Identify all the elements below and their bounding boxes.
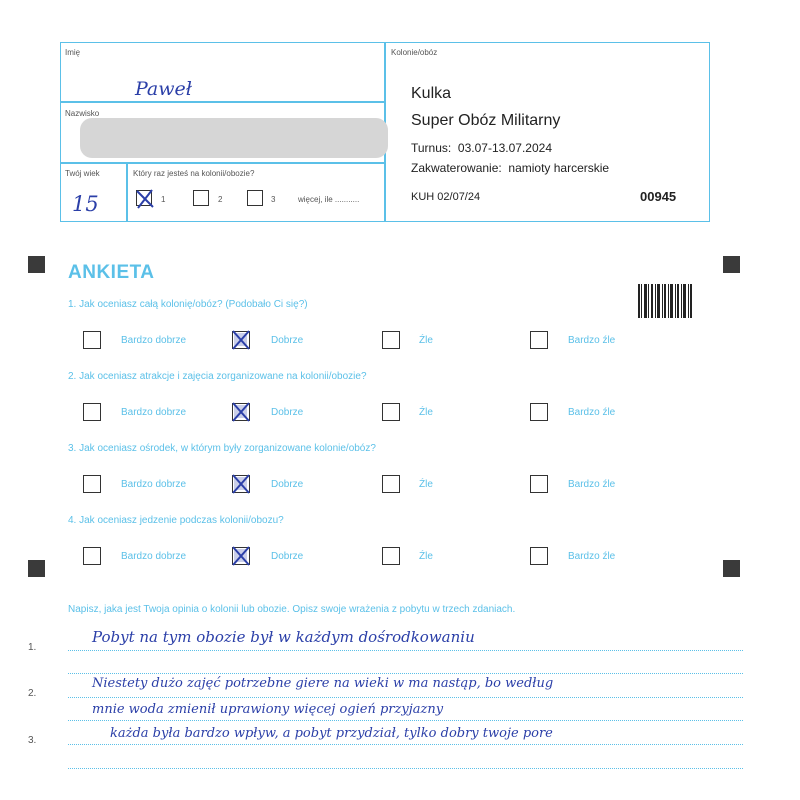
question-4-checkbox-2[interactable] xyxy=(232,547,250,565)
question-3-checkbox-4[interactable] xyxy=(530,475,548,493)
times-option-3: 3 xyxy=(271,195,276,204)
question-2: 2. Jak oceniasz atrakcje i zajęcia zorganizowane na kolonii/obozie? xyxy=(68,371,367,382)
question-3-checkbox-3[interactable] xyxy=(382,475,400,493)
question-3-option-label: Dobrze xyxy=(271,479,304,490)
name-label: Imię xyxy=(65,48,81,57)
registration-marker xyxy=(28,256,45,273)
question-1-option-label: Dobrze xyxy=(271,335,304,346)
question-1-checkbox-4[interactable] xyxy=(530,331,548,349)
turnus-value: 03.07-13.07.2024 xyxy=(457,141,553,155)
question-1-checkbox-2[interactable] xyxy=(232,331,250,349)
camp-title: Super Obóz Militarny xyxy=(411,112,561,129)
question-4-option-label: Dobrze xyxy=(271,551,304,562)
opinion-line-4: każda była bardzo wpływ, a pobyt przydział, tylko dobry twoje pore xyxy=(110,726,553,741)
cross-mark-icon xyxy=(230,328,252,352)
accommodation-label: Zakwaterowanie: xyxy=(411,161,502,175)
question-4-checkbox-4[interactable] xyxy=(530,547,548,565)
accommodation-row xyxy=(411,161,609,175)
question-2-option-label: Źle xyxy=(419,407,433,418)
surname-label: Nazwisko xyxy=(65,109,100,118)
surname-redaction xyxy=(80,118,388,158)
accommodation-value: namioty harcerskie xyxy=(508,161,610,175)
question-1-checkbox-1[interactable] xyxy=(83,331,101,349)
registration-marker xyxy=(28,560,45,577)
camp-name: Kulka xyxy=(411,85,452,102)
question-4-checkbox-1[interactable] xyxy=(83,547,101,565)
question-2-option-label: Bardzo źle xyxy=(568,407,616,418)
question-3-option-label: Bardzo źle xyxy=(568,479,616,490)
header-divider-surname xyxy=(60,162,385,164)
cross-mark-icon xyxy=(230,544,252,568)
age-label: Twój wiek xyxy=(65,169,100,178)
line-number-1: 1. xyxy=(28,642,37,653)
opinion-line-2: Niestety dużo zajęć potrzebne giere na wieki w ma nastąp, bo według xyxy=(92,676,554,691)
writing-line xyxy=(68,673,743,674)
opinion-line-3: mnie woda zmienił uprawiony więcej ogień przyjazny xyxy=(92,702,444,717)
opinion-prompt: Napisz, jaka jest Twoja opinia o kolonii lub obozie. Opisz swoje wrażenia z pobytu w trzech zdaniach. xyxy=(68,604,516,615)
writing-line xyxy=(68,697,743,698)
question-2-checkbox-2[interactable] xyxy=(232,403,250,421)
question-1-option-label: Bardzo dobrze xyxy=(121,335,187,346)
cross-mark-icon xyxy=(230,400,252,424)
opinion-line-1: Pobyt na tym obozie był w każdym dośrodkowaniu xyxy=(92,628,475,646)
cross-mark-icon xyxy=(134,187,156,211)
question-4-checkbox-3[interactable] xyxy=(382,547,400,565)
question-2-checkbox-1[interactable] xyxy=(83,403,101,421)
age-value: 15 xyxy=(72,192,99,216)
times-checkbox-2[interactable] xyxy=(193,190,209,206)
question-3-checkbox-2[interactable] xyxy=(232,475,250,493)
question-3-checkbox-1[interactable] xyxy=(83,475,101,493)
times-option-more: więcej, ile ........... xyxy=(298,195,360,204)
question-1-option-label: Źle xyxy=(419,335,433,346)
times-label: Który raz jesteś na kolonii/obozie? xyxy=(133,169,255,178)
camp-code: KUH 02/07/24 xyxy=(411,191,481,203)
question-4: 4. Jak oceniasz jedzenie podczas kolonii/obozu? xyxy=(68,515,284,526)
question-2-option-label: Bardzo dobrze xyxy=(121,407,187,418)
question-4-option-label: Bardzo źle xyxy=(568,551,616,562)
times-checkbox-3[interactable] xyxy=(247,190,263,206)
name-value: Paweł xyxy=(135,78,192,100)
question-3-option-label: Źle xyxy=(419,479,433,490)
question-2-checkbox-3[interactable] xyxy=(382,403,400,421)
turnus-row xyxy=(411,141,552,155)
form-number: 00945 xyxy=(640,189,677,204)
line-number-2: 2. xyxy=(28,688,37,699)
times-option-1: 1 xyxy=(161,195,166,204)
question-4-option-label: Bardzo dobrze xyxy=(121,551,187,562)
line-number-3: 3. xyxy=(28,735,37,746)
registration-marker xyxy=(723,560,740,577)
question-2-checkbox-4[interactable] xyxy=(530,403,548,421)
question-2-option-label: Dobrze xyxy=(271,407,304,418)
question-3: 3. Jak oceniasz ośrodek, w którym były zorganizowane kolonie/obóz? xyxy=(68,443,376,454)
turnus-label: Turnus: xyxy=(411,141,452,155)
question-1-option-label: Bardzo źle xyxy=(568,335,616,346)
writing-line xyxy=(68,768,743,769)
barcode-icon xyxy=(638,284,692,318)
question-1-checkbox-3[interactable] xyxy=(382,331,400,349)
times-checkbox-1[interactable] xyxy=(136,190,152,206)
writing-line xyxy=(68,744,743,745)
survey-title: ANKIETA xyxy=(68,262,155,283)
registration-marker xyxy=(723,256,740,273)
question-1: 1. Jak oceniasz całą kolonię/obóz? (Podobało Ci się?) xyxy=(68,299,308,310)
question-4-option-label: Źle xyxy=(419,551,433,562)
times-option-2: 2 xyxy=(218,195,223,204)
camp-label: Kolonie/obóz xyxy=(391,48,438,57)
header-divider-age xyxy=(126,162,128,222)
writing-line xyxy=(68,650,743,651)
cross-mark-icon xyxy=(230,472,252,496)
writing-line xyxy=(68,720,743,721)
question-3-option-label: Bardzo dobrze xyxy=(121,479,187,490)
header-divider-name xyxy=(60,101,385,103)
